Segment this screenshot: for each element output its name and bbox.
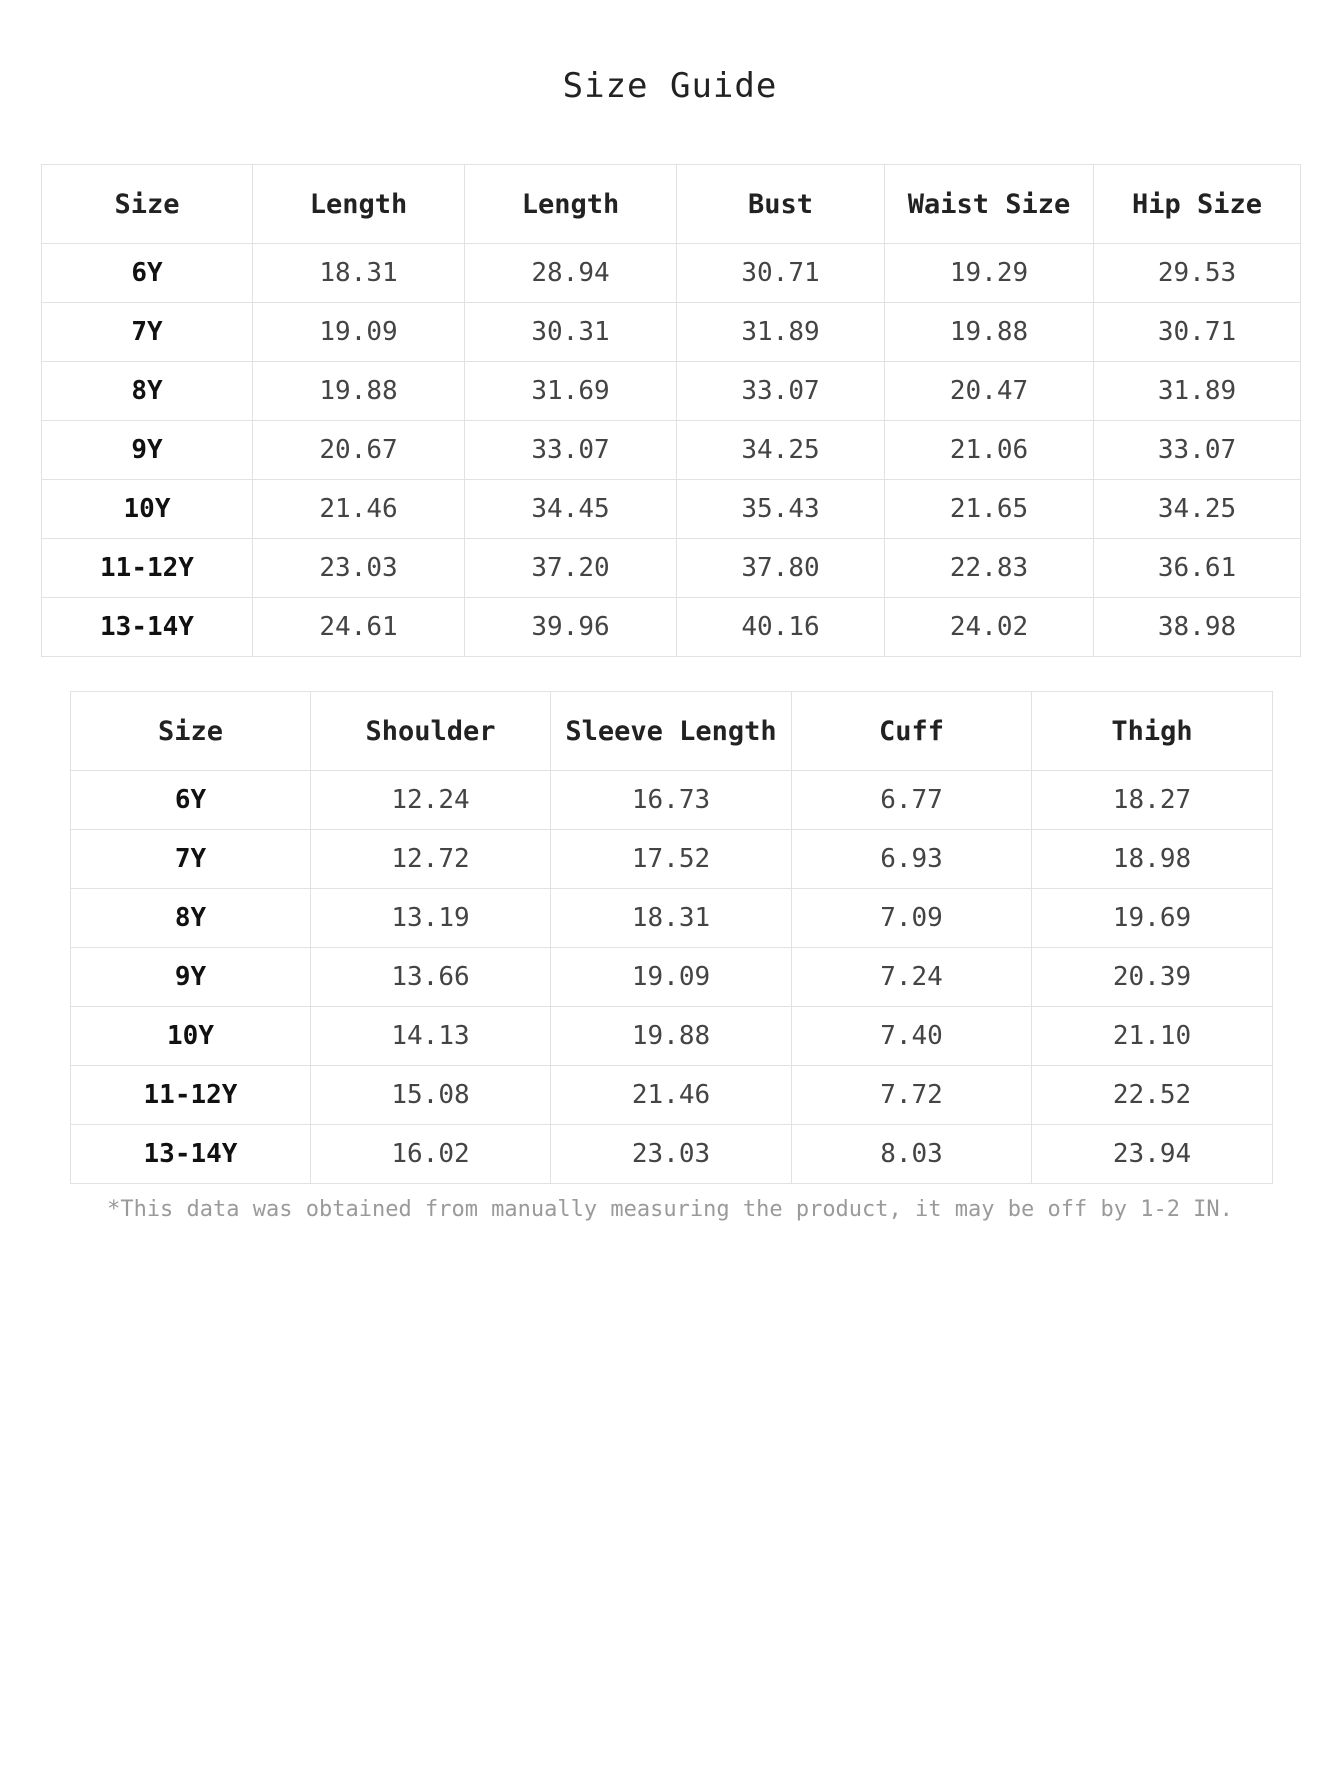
measurement-cell: 19.88 <box>551 1007 792 1066</box>
measurement-cell: 21.10 <box>1032 1007 1273 1066</box>
measurement-cell: 7.09 <box>792 889 1032 948</box>
measurement-cell: 8.03 <box>792 1125 1032 1184</box>
measurement-cell: 22.83 <box>885 539 1094 598</box>
size-cell: 7Y <box>42 303 253 362</box>
size-cell: 9Y <box>71 948 311 1007</box>
column-header: Waist Size <box>885 165 1094 244</box>
measurement-cell: 12.72 <box>311 830 551 889</box>
size-cell: 11-12Y <box>71 1066 311 1125</box>
column-header: Cuff <box>792 692 1032 771</box>
measurement-cell: 37.20 <box>465 539 677 598</box>
column-header: Sleeve Length <box>551 692 792 771</box>
measurement-cell: 21.46 <box>253 480 465 539</box>
measurement-cell: 34.25 <box>677 421 885 480</box>
size-cell: 11-12Y <box>42 539 253 598</box>
column-header: Size <box>71 692 311 771</box>
measurement-cell: 16.73 <box>551 771 792 830</box>
measurement-cell: 31.89 <box>1094 362 1301 421</box>
measurement-cell: 13.19 <box>311 889 551 948</box>
measurement-cell: 23.94 <box>1032 1125 1273 1184</box>
measurement-cell: 30.71 <box>677 244 885 303</box>
measurement-cell: 7.72 <box>792 1066 1032 1125</box>
measurement-cell: 30.31 <box>465 303 677 362</box>
column-header: Length <box>465 165 677 244</box>
column-header: Shoulder <box>311 692 551 771</box>
measurement-cell: 12.24 <box>311 771 551 830</box>
measurement-cell: 20.47 <box>885 362 1094 421</box>
measurement-cell: 18.98 <box>1032 830 1273 889</box>
measurement-cell: 24.61 <box>253 598 465 657</box>
measurement-cell: 19.29 <box>885 244 1094 303</box>
table-row <box>42 421 1301 480</box>
measurement-cell: 37.80 <box>677 539 885 598</box>
column-header: Size <box>42 165 253 244</box>
table-row <box>42 303 1301 362</box>
measurement-cell: 21.65 <box>885 480 1094 539</box>
size-cell: 10Y <box>71 1007 311 1066</box>
measurement-cell: 18.27 <box>1032 771 1273 830</box>
measurement-cell: 7.40 <box>792 1007 1032 1066</box>
column-header: Bust <box>677 165 885 244</box>
measurement-cell: 19.09 <box>253 303 465 362</box>
measurement-cell: 19.88 <box>885 303 1094 362</box>
table-row <box>42 480 1301 539</box>
measurement-cell: 36.61 <box>1094 539 1301 598</box>
table-row <box>71 1007 1273 1066</box>
measurement-cell: 7.24 <box>792 948 1032 1007</box>
measurement-cell: 39.96 <box>465 598 677 657</box>
size-cell: 7Y <box>71 830 311 889</box>
measurement-disclaimer: *This data was obtained from manually measuring the product, it may be off by 1-2 IN. <box>107 1197 1233 1222</box>
measurement-cell: 30.71 <box>1094 303 1301 362</box>
measurement-cell: 13.66 <box>311 948 551 1007</box>
table-row <box>71 1125 1273 1184</box>
measurement-cell: 31.89 <box>677 303 885 362</box>
size-cell: 8Y <box>71 889 311 948</box>
measurement-cell: 18.31 <box>253 244 465 303</box>
column-header: Hip Size <box>1094 165 1301 244</box>
page-title: Size Guide <box>562 66 778 106</box>
measurement-cell: 14.13 <box>311 1007 551 1066</box>
measurement-cell: 33.07 <box>677 362 885 421</box>
measurement-cell: 6.93 <box>792 830 1032 889</box>
size-cell: 8Y <box>42 362 253 421</box>
table-header-row <box>42 165 1301 244</box>
size-cell: 6Y <box>42 244 253 303</box>
size-cell: 9Y <box>42 421 253 480</box>
table-row <box>71 889 1273 948</box>
measurement-cell: 20.67 <box>253 421 465 480</box>
measurement-cell: 23.03 <box>551 1125 792 1184</box>
size-table-body-measurements <box>41 164 1301 657</box>
table-row <box>42 598 1301 657</box>
size-cell: 13-14Y <box>71 1125 311 1184</box>
size-cell: 13-14Y <box>42 598 253 657</box>
measurement-cell: 21.46 <box>551 1066 792 1125</box>
measurement-cell: 16.02 <box>311 1125 551 1184</box>
measurement-cell: 19.69 <box>1032 889 1273 948</box>
size-cell: 6Y <box>71 771 311 830</box>
measurement-cell: 34.45 <box>465 480 677 539</box>
measurement-cell: 20.39 <box>1032 948 1273 1007</box>
measurement-cell: 17.52 <box>551 830 792 889</box>
size-cell: 10Y <box>42 480 253 539</box>
measurement-cell: 29.53 <box>1094 244 1301 303</box>
measurement-cell: 19.88 <box>253 362 465 421</box>
measurement-cell: 18.31 <box>551 889 792 948</box>
measurement-cell: 28.94 <box>465 244 677 303</box>
table-row <box>71 771 1273 830</box>
table-row <box>71 1066 1273 1125</box>
table-header-row <box>71 692 1273 771</box>
column-header: Thigh <box>1032 692 1273 771</box>
measurement-cell: 19.09 <box>551 948 792 1007</box>
measurement-cell: 33.07 <box>1094 421 1301 480</box>
measurement-cell: 22.52 <box>1032 1066 1273 1125</box>
table-row <box>71 948 1273 1007</box>
measurement-cell: 38.98 <box>1094 598 1301 657</box>
measurement-cell: 33.07 <box>465 421 677 480</box>
measurement-cell: 24.02 <box>885 598 1094 657</box>
measurement-cell: 21.06 <box>885 421 1094 480</box>
measurement-cell: 34.25 <box>1094 480 1301 539</box>
table-row <box>42 539 1301 598</box>
measurement-cell: 15.08 <box>311 1066 551 1125</box>
table-row <box>42 244 1301 303</box>
size-table-sleeve-measurements <box>70 691 1273 1184</box>
measurement-cell: 6.77 <box>792 771 1032 830</box>
measurement-cell: 40.16 <box>677 598 885 657</box>
table-row <box>42 362 1301 421</box>
measurement-cell: 35.43 <box>677 480 885 539</box>
column-header: Length <box>253 165 465 244</box>
table-row <box>71 830 1273 889</box>
measurement-cell: 31.69 <box>465 362 677 421</box>
measurement-cell: 23.03 <box>253 539 465 598</box>
